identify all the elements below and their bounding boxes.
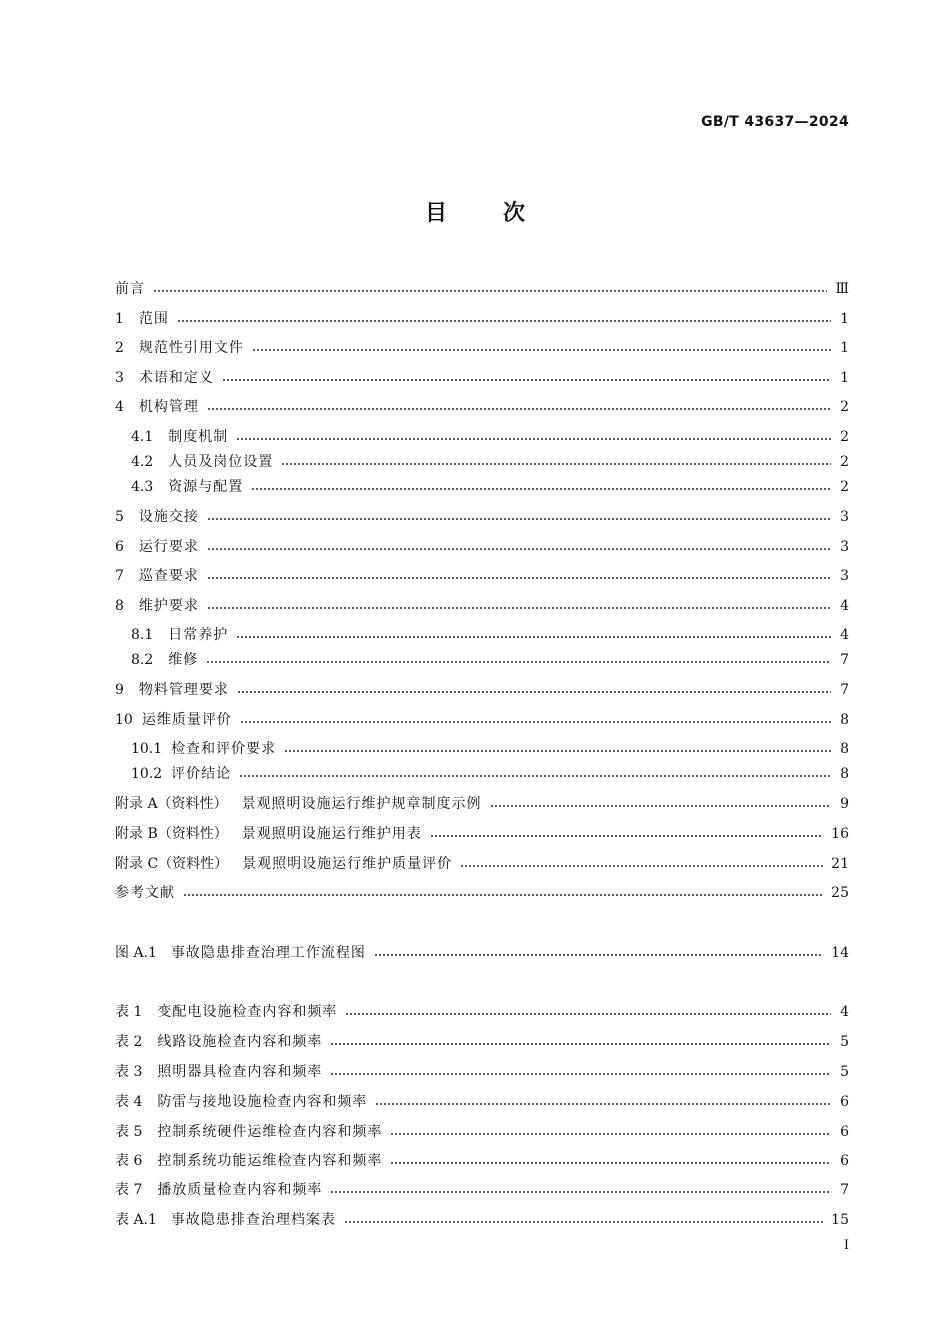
entry-number: 2 (115, 340, 124, 356)
table-entry[interactable] (115, 1032, 849, 1052)
entry-page-number: 1 (840, 340, 849, 356)
entry-title: 检查和评价要求 (171, 741, 277, 757)
entry-title: 线路设施检查内容和频率 (157, 1034, 323, 1050)
toc-entry[interactable] (115, 368, 849, 388)
entry-title: 景观照明设施运行维护用表 (241, 826, 422, 842)
leader-dots (222, 379, 831, 381)
entry-title: 维修 (168, 652, 199, 668)
entry-number: 表 6 (115, 1153, 143, 1169)
entry-page-number: 8 (840, 741, 849, 757)
leader-dots (207, 607, 831, 609)
entry-page-number: 3 (840, 509, 849, 525)
entry-page-number: 21 (831, 856, 849, 872)
toc-entry[interactable] (115, 279, 849, 299)
entry-title: 机构管理 (138, 399, 199, 415)
entry-number: 8.2 (131, 652, 154, 668)
entry-title: 控制系统功能运维检查内容和频率 (157, 1153, 383, 1169)
leader-dots (153, 290, 827, 292)
leader-dots (390, 1133, 831, 1135)
entry-page-number: Ⅲ (835, 281, 849, 297)
leader-dots (236, 438, 831, 440)
entry-number: 附录 A（资料性） (115, 796, 228, 812)
table-entry[interactable] (115, 1151, 849, 1171)
leader-dots (330, 1073, 831, 1075)
entry-title: 运行要求 (138, 539, 199, 555)
entry-page-number: 8 (840, 766, 849, 782)
toc-entry[interactable] (115, 883, 849, 903)
toc-entry[interactable] (131, 452, 849, 472)
entry-number: 5 (115, 509, 124, 525)
entry-page-number: 6 (840, 1094, 849, 1110)
toc-entry[interactable] (131, 739, 849, 759)
entry-number: 8 (115, 598, 124, 614)
entry-page-number: 3 (840, 568, 849, 584)
toc-entry[interactable] (115, 338, 849, 358)
entry-number: 附录 C（资料性） (115, 856, 229, 872)
toc-entry[interactable] (115, 710, 849, 730)
leader-dots (390, 1162, 831, 1164)
toc-entry[interactable] (115, 596, 849, 616)
entry-number: 表 3 (115, 1064, 143, 1080)
entry-number: 表 5 (115, 1124, 143, 1140)
entry-title: 景观照明设施运行维护质量评价 (242, 856, 453, 872)
table-entry[interactable] (115, 1092, 849, 1112)
standard-number: GB/T 43637—2024 (701, 114, 849, 130)
entry-page-number: 2 (840, 429, 849, 445)
entry-title: 规范性引用文件 (138, 340, 244, 356)
entry-page-number: 15 (831, 1212, 849, 1228)
entry-number: 4.3 (131, 479, 154, 495)
entry-number: 10.2 (131, 766, 163, 782)
entry-title: 运维质量评价 (141, 712, 232, 728)
entry-page-number: 7 (840, 652, 849, 668)
leader-dots (284, 750, 831, 752)
entry-number: 7 (115, 568, 124, 584)
entry-number: 表 1 (115, 1004, 143, 1020)
entry-page-number: 6 (840, 1124, 849, 1140)
entry-page-number: 7 (840, 1182, 849, 1198)
toc-entry[interactable] (115, 824, 849, 844)
leader-dots (240, 721, 831, 723)
entry-number: 6 (115, 539, 124, 555)
entry-number: 表 2 (115, 1034, 143, 1050)
leader-dots (239, 775, 831, 777)
leader-dots (207, 548, 831, 550)
entry-title: 维护要求 (138, 598, 199, 614)
entry-number: 9 (115, 682, 124, 698)
leader-dots (207, 408, 831, 410)
table-entry[interactable] (115, 1002, 849, 1022)
toc-entry[interactable] (131, 427, 849, 447)
leader-dots (236, 636, 831, 638)
entry-title: 范围 (138, 311, 169, 327)
entry-title: 制度机制 (168, 429, 229, 445)
table-entry[interactable] (115, 1180, 849, 1200)
entry-number: 图 A.1 (115, 945, 157, 961)
entry-title: 资源与配置 (168, 479, 244, 495)
toc-entry[interactable] (115, 537, 849, 557)
table-entry[interactable] (115, 1062, 849, 1082)
toc-entry[interactable] (131, 625, 849, 645)
entry-number: 8.1 (131, 627, 154, 643)
entry-page-number: 14 (831, 945, 849, 961)
entry-number: 表 4 (115, 1094, 143, 1110)
leader-dots (183, 894, 823, 896)
leader-dots (177, 320, 831, 322)
entry-page-number: 6 (840, 1153, 849, 1169)
entry-page-number: 5 (840, 1034, 849, 1050)
leader-dots (207, 518, 831, 520)
leader-dots (345, 1013, 831, 1015)
entry-page-number: 25 (831, 885, 849, 901)
entry-page-number: 8 (840, 712, 849, 728)
entry-title: 景观照明设施运行维护规章制度示例 (241, 796, 482, 812)
leader-dots (237, 691, 831, 693)
entry-title: 日常养护 (168, 627, 229, 643)
entry-title: 事故隐患排查治理档案表 (170, 1212, 336, 1228)
entry-title: 巡查要求 (138, 568, 199, 584)
toc-entry[interactable] (131, 764, 849, 784)
table-entry[interactable] (115, 1122, 849, 1142)
table-entry[interactable] (115, 1210, 849, 1230)
entry-number: 4 (115, 399, 124, 415)
leader-dots (344, 1221, 823, 1223)
entry-number: 1 (115, 311, 124, 327)
leader-dots (252, 349, 831, 351)
leader-dots (330, 1043, 831, 1045)
entry-page-number: 4 (840, 1004, 849, 1020)
entry-title: 照明器具检查内容和频率 (157, 1064, 323, 1080)
toc-entry[interactable] (115, 680, 849, 700)
entry-number: 4.2 (131, 454, 154, 470)
figure-entry[interactable] (115, 943, 849, 963)
entry-number: 10 (115, 712, 133, 728)
entry-page-number: 3 (840, 539, 849, 555)
toc-entry[interactable] (115, 566, 849, 586)
toc-entry[interactable] (115, 854, 849, 874)
entry-title: 防雷与接地设施检查内容和频率 (157, 1094, 368, 1110)
leader-dots (206, 661, 831, 663)
entry-page-number: 1 (840, 370, 849, 386)
toc-entry[interactable] (131, 650, 849, 670)
entry-title: 术语和定义 (138, 370, 214, 386)
leader-dots (460, 865, 823, 867)
leader-dots (330, 1191, 831, 1193)
entry-title: 物料管理要求 (138, 682, 229, 698)
entry-page-number: 2 (840, 479, 849, 495)
leader-dots (375, 1103, 831, 1105)
leader-dots (251, 488, 831, 490)
toc-entry[interactable] (115, 397, 849, 417)
entry-page-number: 4 (840, 598, 849, 614)
leader-dots (374, 954, 823, 956)
entry-title: 人员及岗位设置 (168, 454, 274, 470)
toc-entry[interactable] (115, 507, 849, 527)
entry-page-number: 16 (831, 826, 849, 842)
toc-entry[interactable] (115, 309, 849, 329)
entry-page-number: 5 (840, 1064, 849, 1080)
toc-entry[interactable] (115, 794, 849, 814)
entry-number: 10.1 (131, 741, 163, 757)
entry-page-number: 2 (840, 454, 849, 470)
entry-page-number: 9 (840, 796, 849, 812)
page-number: I (843, 1238, 849, 1253)
entry-title: 前言 (115, 281, 145, 297)
leader-dots (430, 835, 823, 837)
entry-page-number: 2 (840, 399, 849, 415)
entry-title: 事故隐患排查治理工作流程图 (170, 945, 366, 961)
entry-title: 参考文献 (115, 885, 175, 901)
entry-page-number: 4 (840, 627, 849, 643)
entry-page-number: 7 (840, 682, 849, 698)
entry-title: 设施交接 (138, 509, 199, 525)
entry-title: 控制系统硬件运维检查内容和频率 (157, 1124, 383, 1140)
entry-number: 附录 B（资料性） (115, 826, 228, 842)
leader-dots (490, 805, 831, 807)
page-title: 目次 (424, 201, 581, 226)
leader-dots (281, 463, 831, 465)
entry-title: 变配电设施检查内容和频率 (157, 1004, 338, 1020)
entry-title: 评价结论 (171, 766, 232, 782)
entry-number: 3 (115, 370, 124, 386)
entry-number: 表 7 (115, 1182, 143, 1198)
entry-page-number: 1 (840, 311, 849, 327)
entry-number: 表 A.1 (115, 1212, 157, 1228)
toc-entry[interactable] (131, 477, 849, 497)
entry-title: 播放质量检查内容和频率 (157, 1182, 323, 1198)
leader-dots (207, 577, 831, 579)
entry-number: 4.1 (131, 429, 154, 445)
